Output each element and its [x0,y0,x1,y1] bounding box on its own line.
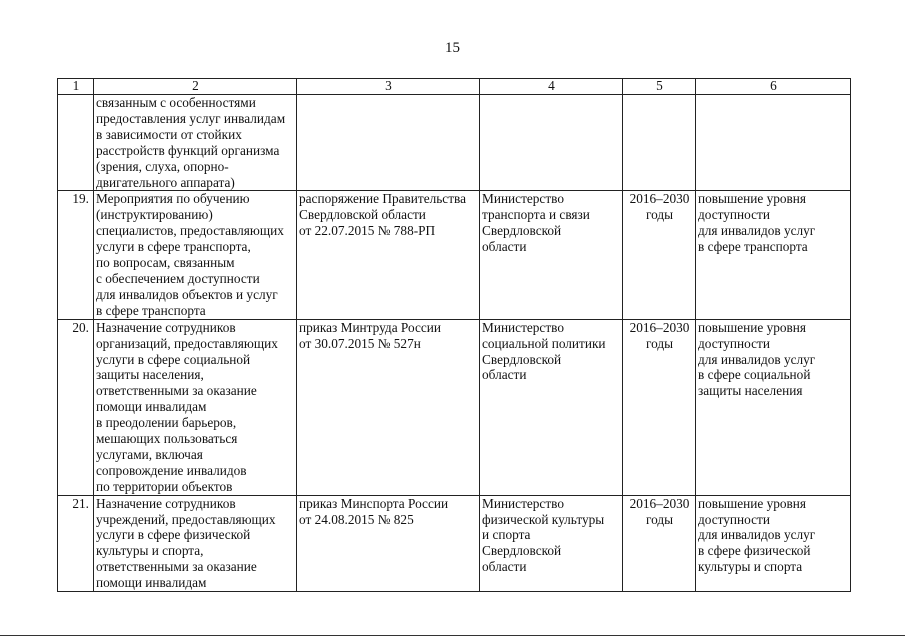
cell-text-line: в сфере социальной [698,367,811,383]
cell-text-line: приказ Минспорта России [299,495,449,511]
cell-text-line: ответственными за оказание [96,383,257,399]
responsible-body-cell [480,95,623,191]
scan-edge-line [0,635,905,636]
table-row [58,191,851,319]
expected-result-cell [696,95,851,191]
cell-text-line: культуры и спорта, [96,543,204,559]
cell-text-line: Министерство [482,191,564,207]
cell-text-line: Свердловской [482,351,562,367]
cell-text-line: Свердловской [482,543,562,559]
table-row [58,95,851,191]
legal-basis-cell [297,495,480,591]
cell-text-line: расстройств функций организма [96,142,280,158]
cell-text-line: повышение уровня [698,191,807,207]
cell-text-line: социальной политики [482,335,606,351]
cell-text-line: от 30.07.2015 № 527н [299,335,421,351]
cell-text-line: помощи инвалидам [96,575,207,591]
timeframe-cell [623,495,696,591]
expected-result-cell [696,191,851,319]
cell-text-line: услуги в сфере социальной [96,351,251,367]
cell-text-line: с обеспечением доступности [96,270,260,286]
cell-text-line: Назначение сотрудников [96,319,236,335]
cell-text-line: Свердловской области [299,207,426,223]
cell-text-line: повышение уровня [698,495,807,511]
table-header-row [58,79,851,95]
cell-text-line: для инвалидов услуг [698,223,816,239]
cell-text-line: повышение уровня [698,319,807,335]
cell-text-line: от 22.07.2015 № 788-РП [299,223,436,239]
cell-text-line: культуры и спорта [698,559,803,575]
cell-text-line: в сфере физической [698,543,811,559]
column-header: 3 [297,79,480,95]
row-number: 19. [58,191,94,319]
expected-result-cell [696,319,851,495]
legal-basis-cell [297,95,480,191]
cell-text-line: 2016–2030 [629,191,690,207]
cell-text-line: защиты населения, [96,367,204,383]
cell-text-line: области [482,239,527,255]
cell-text-line: в зависимости от стойких [96,126,242,142]
cell-text-line: Назначение сотрудников [96,495,236,511]
cell-text-line: в преодолении барьеров, [96,415,237,431]
cell-text-line: защиты населения [698,383,803,399]
cell-text-line: по вопросам, связанным [96,255,235,271]
cell-text-line: доступности [698,511,770,527]
cell-text-line: доступности [698,335,770,351]
cell-text-line: для инвалидов услуг [698,351,816,367]
column-header: 5 [623,79,696,95]
legal-basis-cell [297,191,480,319]
cell-text-line: связанным с особенностями [96,95,256,110]
cell-text-line: годы [645,335,674,351]
cell-text-line: предоставления услуг инвалидам [96,110,286,126]
table-row [58,319,851,495]
cell-text-line: Свердловской [482,223,562,239]
expected-result-cell [696,495,851,591]
column-header: 4 [480,79,623,95]
cell-text-line: физической культуры [482,511,605,527]
cell-text-line: Министерство [482,495,564,511]
cell-text-line: области [482,559,527,575]
timeframe-cell [623,191,696,319]
measure-description-cell [94,95,297,191]
cell-text-line: 2016–2030 [629,319,690,335]
cell-text-line: (зрения, слуха, опорно- [96,158,229,174]
column-header: 6 [696,79,851,95]
cell-text-line: услуги в сфере транспорта, [96,239,251,255]
cell-text-line: (инструктированию) [96,207,213,223]
cell-text-line: мешающих пользоваться [96,431,238,447]
cell-text-line: сопровождение инвалидов [96,462,247,478]
cell-text-line: от 24.08.2015 № 825 [299,511,414,527]
cell-text-line: помощи инвалидам [96,399,207,415]
cell-text-line: в сфере транспорта [96,302,206,318]
legal-basis-cell [297,319,480,495]
column-header: 2 [94,79,297,95]
cell-text-line: двигательного аппарата) [96,174,235,190]
cell-text-line: специалистов, предоставляющих [96,223,284,239]
row-number: 21. [58,495,94,591]
page-number: 15 [445,40,460,56]
timeframe-cell [623,95,696,191]
cell-text-line: Мероприятия по обучению [96,191,250,207]
measure-description-cell [94,319,297,495]
table-row [58,495,851,591]
cell-text-line: Министерство [482,319,564,335]
cell-text-line: приказ Минтруда России [299,319,441,335]
cell-text-line: области [482,367,527,383]
cell-text-line: услугами, включая [96,446,203,462]
measure-description-cell [94,191,297,319]
cell-text-line: организаций, предоставляющих [96,335,278,351]
measure-description-cell [94,495,297,591]
column-header: 1 [58,79,94,95]
row-number [58,95,94,191]
cell-text-line: годы [645,511,674,527]
measures-table [57,78,851,592]
cell-text-line: по территории объектов [96,478,233,494]
cell-text-line: и спорта [482,527,531,543]
cell-text-line: для инвалидов услуг [698,527,816,543]
cell-text-line: услуги в сфере физической [96,527,251,543]
responsible-body-cell [480,191,623,319]
cell-text-line: учреждений, предоставляющих [96,511,276,527]
cell-text-line: доступности [698,207,770,223]
cell-text-line: транспорта и связи [482,207,590,223]
cell-text-line: в сфере транспорта [698,239,808,255]
cell-text-line: 2016–2030 [629,495,690,511]
responsible-body-cell [480,319,623,495]
cell-text-line: распоряжение Правительства [299,191,467,207]
row-number: 20. [58,319,94,495]
cell-text-line: для инвалидов объектов и услуг [96,286,278,302]
cell-text-line: ответственными за оказание [96,559,257,575]
cell-text-line: годы [645,207,674,223]
responsible-body-cell [480,495,623,591]
timeframe-cell [623,319,696,495]
